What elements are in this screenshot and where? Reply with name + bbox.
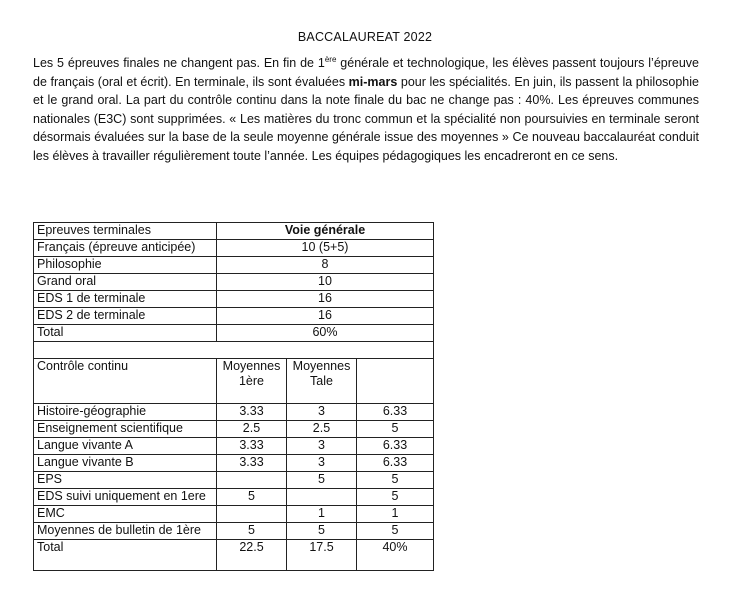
cc-m2: 17.5	[287, 540, 357, 571]
cc-m2: 3	[287, 455, 357, 472]
cc-header-total	[357, 359, 434, 404]
row-value: 16	[217, 291, 434, 308]
row-label: Français (épreuve anticipée)	[34, 240, 217, 257]
exam-weights-table	[33, 222, 434, 571]
table-spacer-row	[34, 342, 434, 359]
cc-total: 1	[357, 506, 434, 523]
table-row	[34, 506, 434, 523]
table-row	[34, 404, 434, 421]
cc-total: 40%	[357, 540, 434, 571]
cc-total: 6.33	[357, 438, 434, 455]
cc-label: Moyennes de bulletin de 1ère	[34, 523, 217, 540]
cc-m1: 5	[217, 489, 287, 506]
cc-label: EMC	[34, 506, 217, 523]
cc-m2: 3	[287, 404, 357, 421]
cc-m1: 22.5	[217, 540, 287, 571]
table-row	[34, 421, 434, 438]
intro-paragraph	[33, 54, 699, 166]
table-row	[34, 257, 434, 274]
row-value: 16	[217, 308, 434, 325]
cc-label: EPS	[34, 472, 217, 489]
row-value: 10	[217, 274, 434, 291]
row-label: Philosophie	[34, 257, 217, 274]
cc-m1	[217, 506, 287, 523]
cc-m1: 3.33	[217, 455, 287, 472]
table-header-row	[34, 223, 434, 240]
row-label: EDS 1 de terminale	[34, 291, 217, 308]
cc-label: Total	[34, 540, 217, 571]
superscript-ere: ère	[324, 54, 337, 64]
cc-total: 5	[357, 421, 434, 438]
table-row	[34, 308, 434, 325]
table-row	[34, 472, 434, 489]
cc-m1: 3.33	[217, 404, 287, 421]
cc-total-row	[34, 540, 434, 571]
cc-m1: 2.5	[217, 421, 287, 438]
paragraph-bold-mi-mars: mi-mars	[348, 74, 398, 89]
cc-header-moyennes-tale: Moyennes Tale	[287, 359, 357, 404]
cc-m1	[217, 472, 287, 489]
cc-label: Langue vivante B	[34, 455, 217, 472]
cc-label: Enseignement scientifique	[34, 421, 217, 438]
paragraph-part-3: pour les spécialités. En juin, ils passent la philosophie et le grand oral. La part du contrôle continu dans la note finale du bac ne change pas : 40%. Les épreuves communes nationales (E3C) sont supprimées. « Les matières du tronc commun et la spécialité non poursuivies en terminale seront désormais évaluées sur la base de la seule moyenne générale issue des moyennes » Ce nouveau baccalauréat conduit les élèves à travailler régulièrement toute l’année. Les équipes pédagogiques les encadreront en ce sens.	[33, 74, 699, 163]
cc-m2: 3	[287, 438, 357, 455]
paragraph-part-2: générale et technologique, les élèves passent toujours l’épreuve de français (oral et écrit). En terminale, ils sont évaluées	[33, 56, 700, 89]
cc-m2	[287, 489, 357, 506]
cc-label: Histoire-géographie	[34, 404, 217, 421]
row-value: 10 (5+5)	[217, 240, 434, 257]
table-row	[34, 240, 434, 257]
table-row	[34, 325, 434, 342]
paragraph-part-1: Les 5 épreuves finales ne changent pas. En fin de 1	[33, 56, 325, 70]
row-label: Total	[34, 325, 217, 342]
cc-m2: 1	[287, 506, 357, 523]
cc-header-moyennes-1ere: Moyennes 1ère	[217, 359, 287, 404]
cc-total: 6.33	[357, 455, 434, 472]
table-row	[34, 291, 434, 308]
cc-m2: 5	[287, 472, 357, 489]
spacer-cell	[34, 342, 434, 359]
table-row	[34, 489, 434, 506]
table-row	[34, 438, 434, 455]
cc-total: 5	[357, 472, 434, 489]
cc-m2: 5	[287, 523, 357, 540]
row-label: EDS 2 de terminale	[34, 308, 217, 325]
row-value: 60%	[217, 325, 434, 342]
row-value: 8	[217, 257, 434, 274]
cc-m2: 2.5	[287, 421, 357, 438]
cc-label: Langue vivante A	[34, 438, 217, 455]
cc-label: EDS suivi uniquement en 1ere	[34, 489, 217, 506]
cc-total: 5	[357, 523, 434, 540]
cc-header-label: Contrôle continu	[34, 359, 217, 404]
table-row	[34, 523, 434, 540]
cc-header-row	[34, 359, 434, 404]
table-row	[34, 455, 434, 472]
cc-total: 5	[357, 489, 434, 506]
table-row	[34, 274, 434, 291]
header-voie-generale: Voie générale	[217, 223, 434, 240]
document-title: BACCALAUREAT 2022	[297, 30, 433, 44]
header-epreuves: Epreuves terminales	[34, 223, 217, 240]
row-label: Grand oral	[34, 274, 217, 291]
cc-total: 6.33	[357, 404, 434, 421]
cc-m1: 3.33	[217, 438, 287, 455]
cc-m1: 5	[217, 523, 287, 540]
